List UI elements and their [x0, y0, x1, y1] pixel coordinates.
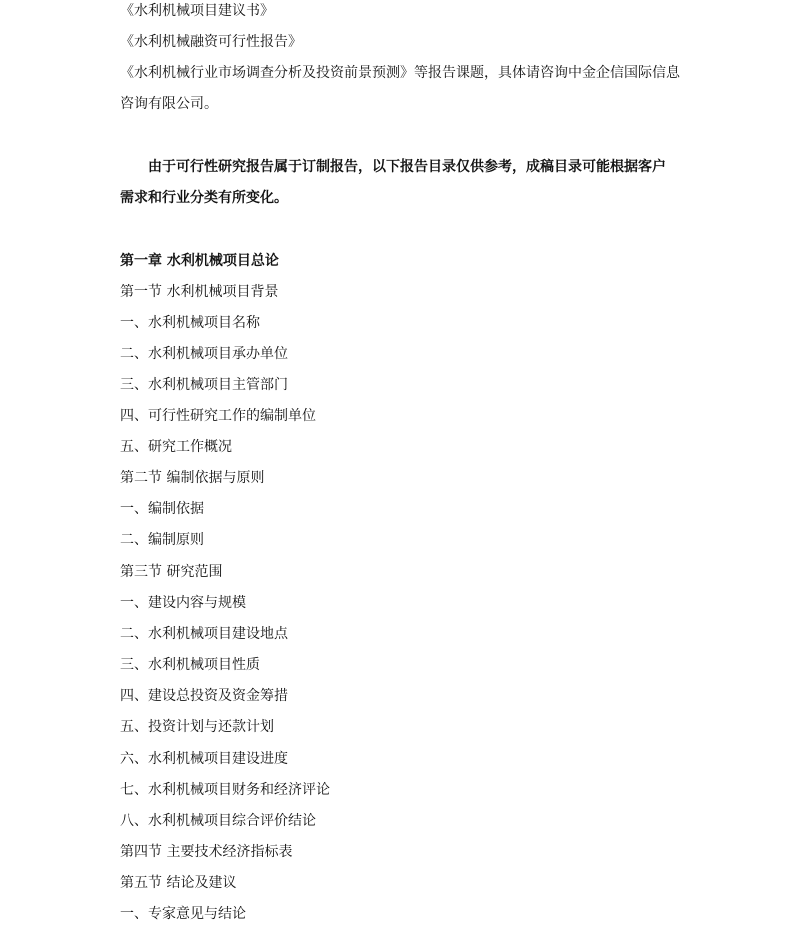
toc-item: 四、可行性研究工作的编制单位: [120, 408, 316, 424]
notice-line: 由于可行性研究报告属于订制报告，以下报告目录仅供参考，成稿目录可能根据客户: [148, 159, 666, 175]
toc-item: 三、水利机械项目主管部门: [120, 377, 288, 393]
related-report-line: 《水利机械融资可行性报告》: [120, 34, 302, 50]
toc-item: 六、水利机械项目建设进度: [120, 751, 288, 767]
toc-item: 五、投资计划与还款计划: [120, 719, 274, 735]
related-report-line: 《水利机械项目建议书》: [120, 3, 274, 19]
toc-item: 八、水利机械项目综合评价结论: [120, 813, 316, 829]
toc-section: 第五节 结论及建议: [120, 875, 237, 891]
toc-item: 二、水利机械项目建设地点: [120, 626, 288, 642]
notice-line: 需求和行业分类有所变化。: [120, 190, 288, 206]
toc-item: 七、水利机械项目财务和经济评论: [120, 782, 330, 798]
toc-item: 一、水利机械项目名称: [120, 315, 260, 331]
chapter-title: 第一章 水利机械项目总论: [120, 253, 279, 269]
toc-section: 第一节 水利机械项目背景: [120, 284, 279, 300]
toc-item: 二、水利机械项目承办单位: [120, 346, 288, 362]
contact-line: 《水利机械行业市场调查分析及投资前景预测》等报告课题，具体请咨询中金企信国际信息: [120, 65, 680, 81]
contact-line: 咨询有限公司。: [120, 96, 218, 112]
toc-item: 二、编制原则: [120, 532, 204, 548]
toc-item: 一、编制依据: [120, 501, 204, 517]
toc-section: 第二节 编制依据与原则: [120, 470, 265, 486]
toc-item: 一、专家意见与结论: [120, 906, 246, 922]
toc-item: 四、建设总投资及资金筹措: [120, 688, 288, 704]
toc-item: 五、研究工作概况: [120, 439, 232, 455]
toc-item: 一、建设内容与规模: [120, 595, 246, 611]
toc-item: 三、水利机械项目性质: [120, 657, 260, 673]
toc-section: 第三节 研究范围: [120, 564, 223, 580]
toc-section: 第四节 主要技术经济指标表: [120, 844, 293, 860]
